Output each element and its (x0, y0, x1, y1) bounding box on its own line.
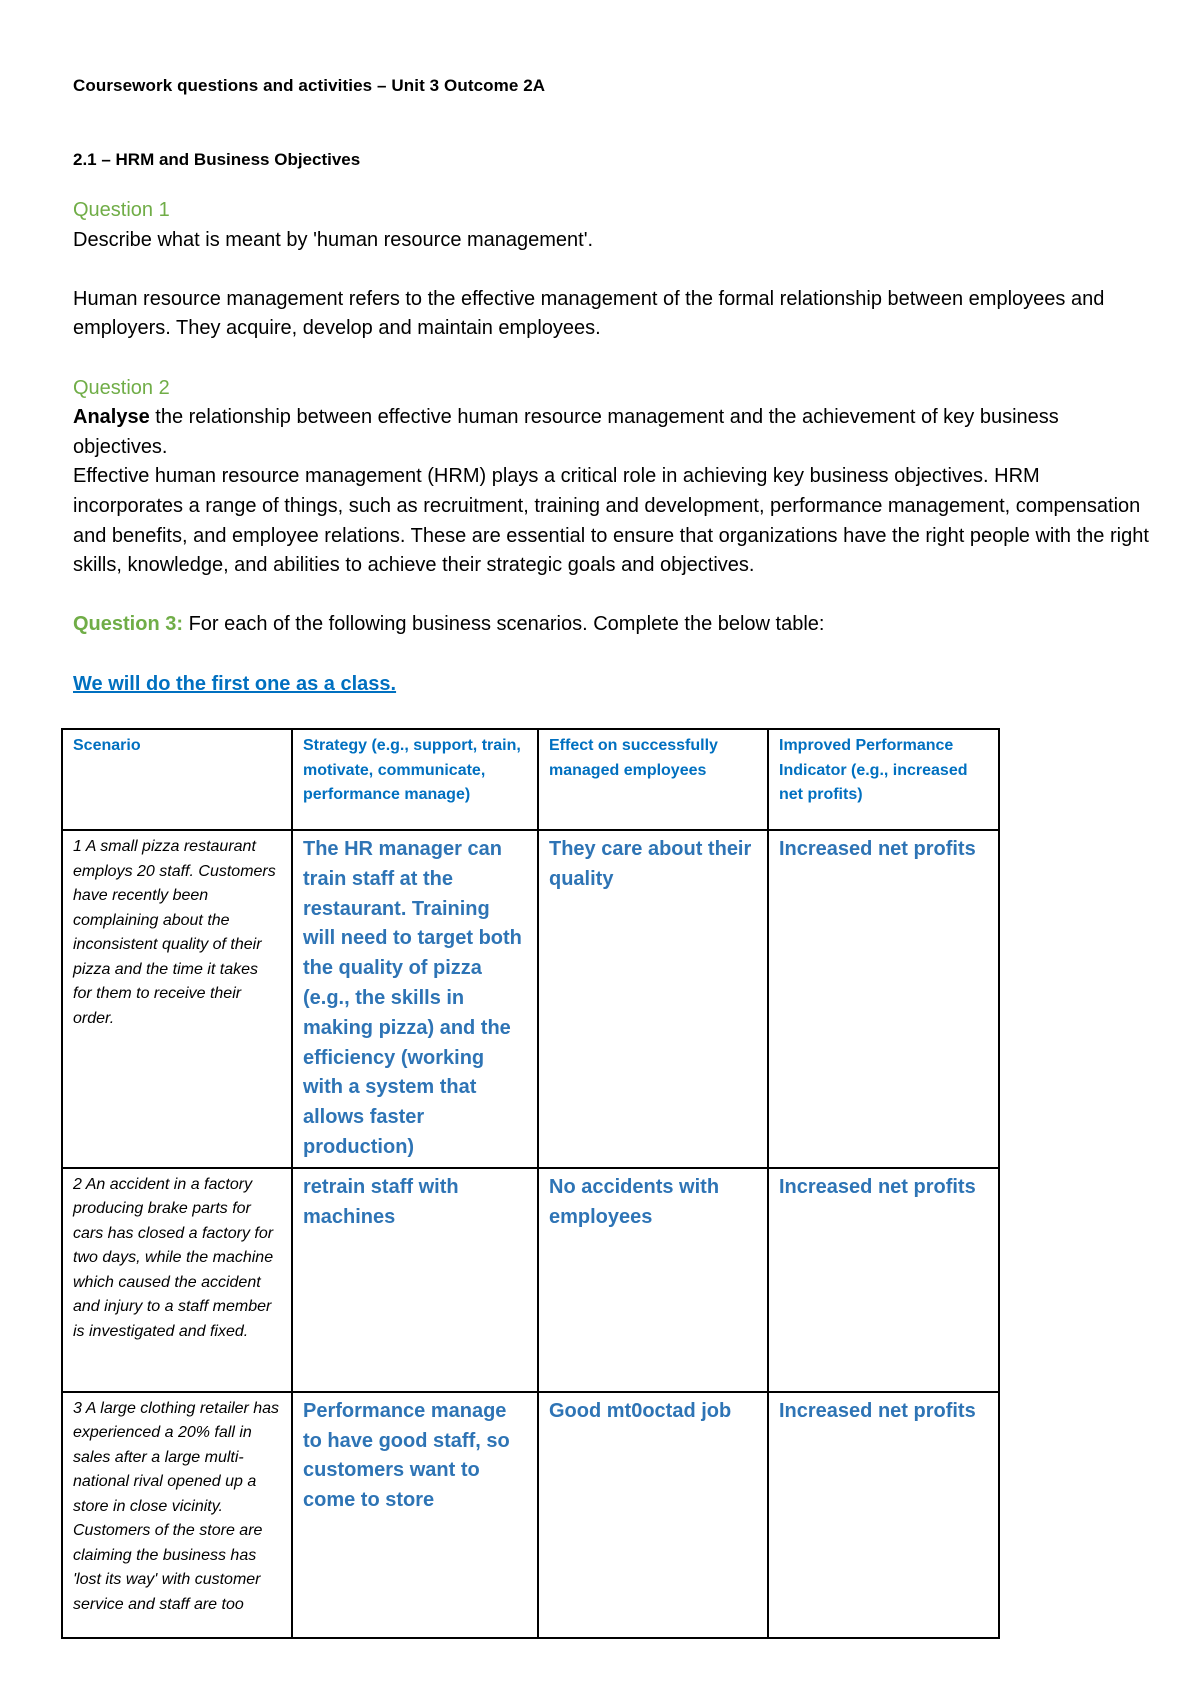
question-1-heading: Question 1 (73, 199, 170, 221)
table-row (62, 1168, 999, 1392)
scenario-table (61, 728, 1000, 1639)
section-title: 2.1 – HRM and Business Objectives (73, 150, 361, 169)
indicator-cell: Increased net profits (768, 1392, 999, 1638)
table-row (62, 830, 999, 1168)
question-2-prompt-verb: Analyse (73, 406, 150, 429)
spacer (73, 344, 1153, 374)
spacer (73, 581, 1153, 611)
indicator-cell: Increased net profits (768, 830, 999, 1168)
scenario-cell: 2 An accident in a factory producing brake parts for cars has closed a factory for two days, while the machine which caused the accident and injury to a staff member is investigated and fixed. (62, 1168, 292, 1392)
question-1-prompt: Describe what is meant by 'human resource management'. (73, 228, 594, 251)
question-2-prompt-text: the relationship between effective human resource management and the achievement of key business objectives. (73, 406, 1059, 458)
effect-cell: No accidents with employees (538, 1168, 768, 1392)
question-3-heading: Question 3: (73, 613, 184, 636)
strategy-cell: retrain staff with machines (292, 1168, 538, 1392)
indicator-cell: Increased net profits (768, 1168, 999, 1392)
question-2-heading: Question 2 (73, 376, 170, 399)
scenario-cell: 3 A large clothing retailer has experienced a 20% fall in sales after a large multi-national rival opened up a store in close vicinity. Customers of the store are claiming the business has 'lost its way' with customer service and staff are too (62, 1392, 292, 1638)
table-row (62, 1392, 999, 1638)
header-strategy: Strategy (e.g., support, train, motivate, communicate, performance manage) (292, 729, 538, 830)
header-scenario: Scenario (62, 729, 292, 830)
question-1-answer: Human resource management refers to the effective management of the formal relationship between employees and employers. They acquire, develop and maintain employees. (73, 287, 1105, 340)
table-header-row (62, 729, 999, 830)
question-2-prompt (73, 403, 1153, 462)
strategy-cell: Performance manage to have good staff, so customers want to come to store (292, 1392, 538, 1638)
question-3-line (73, 610, 1153, 640)
questions-body (73, 196, 1153, 699)
question-2-answer: Effective human resource management (HRM) plays a critical role in achieving key business objectives. HRM incorporates a range of things, such as recruitment, training and development, performance management, compensation and benefits, and employee relations. These are essential to ensure that organizations have the right people with the right skills, knowledge, and abilities to achieve their strategic goals and objectives. (73, 465, 1149, 577)
header-indicator: Improved Performance Indicator (e.g., increased net profits) (768, 729, 999, 830)
header-effect: Effect on successfully managed employees (538, 729, 768, 830)
document-header: Coursework questions and activities – Unit 3 Outcome 2A (73, 76, 546, 95)
effect-cell: They care about their quality (538, 830, 768, 1168)
scenario-cell: 1 A small pizza restaurant employs 20 staff. Customers have recently been complaining about the inconsistent quality of their pizza and the time it takes for them to receive their order. (62, 830, 292, 1168)
strategy-cell: The HR manager can train staff at the restaurant. Training will need to target both the quality of pizza (e.g., the skills in making pizza) and the efficiency (working with a system that allows faster production) (292, 830, 538, 1168)
effect-cell: Good mt0octad job (538, 1392, 768, 1638)
spacer (73, 640, 1153, 670)
spacer (73, 255, 1153, 285)
class-activity-link[interactable]: We will do the first one as a class. (73, 672, 397, 695)
question-3-prompt: For each of the following business scenarios. Complete the below table: (183, 613, 825, 636)
